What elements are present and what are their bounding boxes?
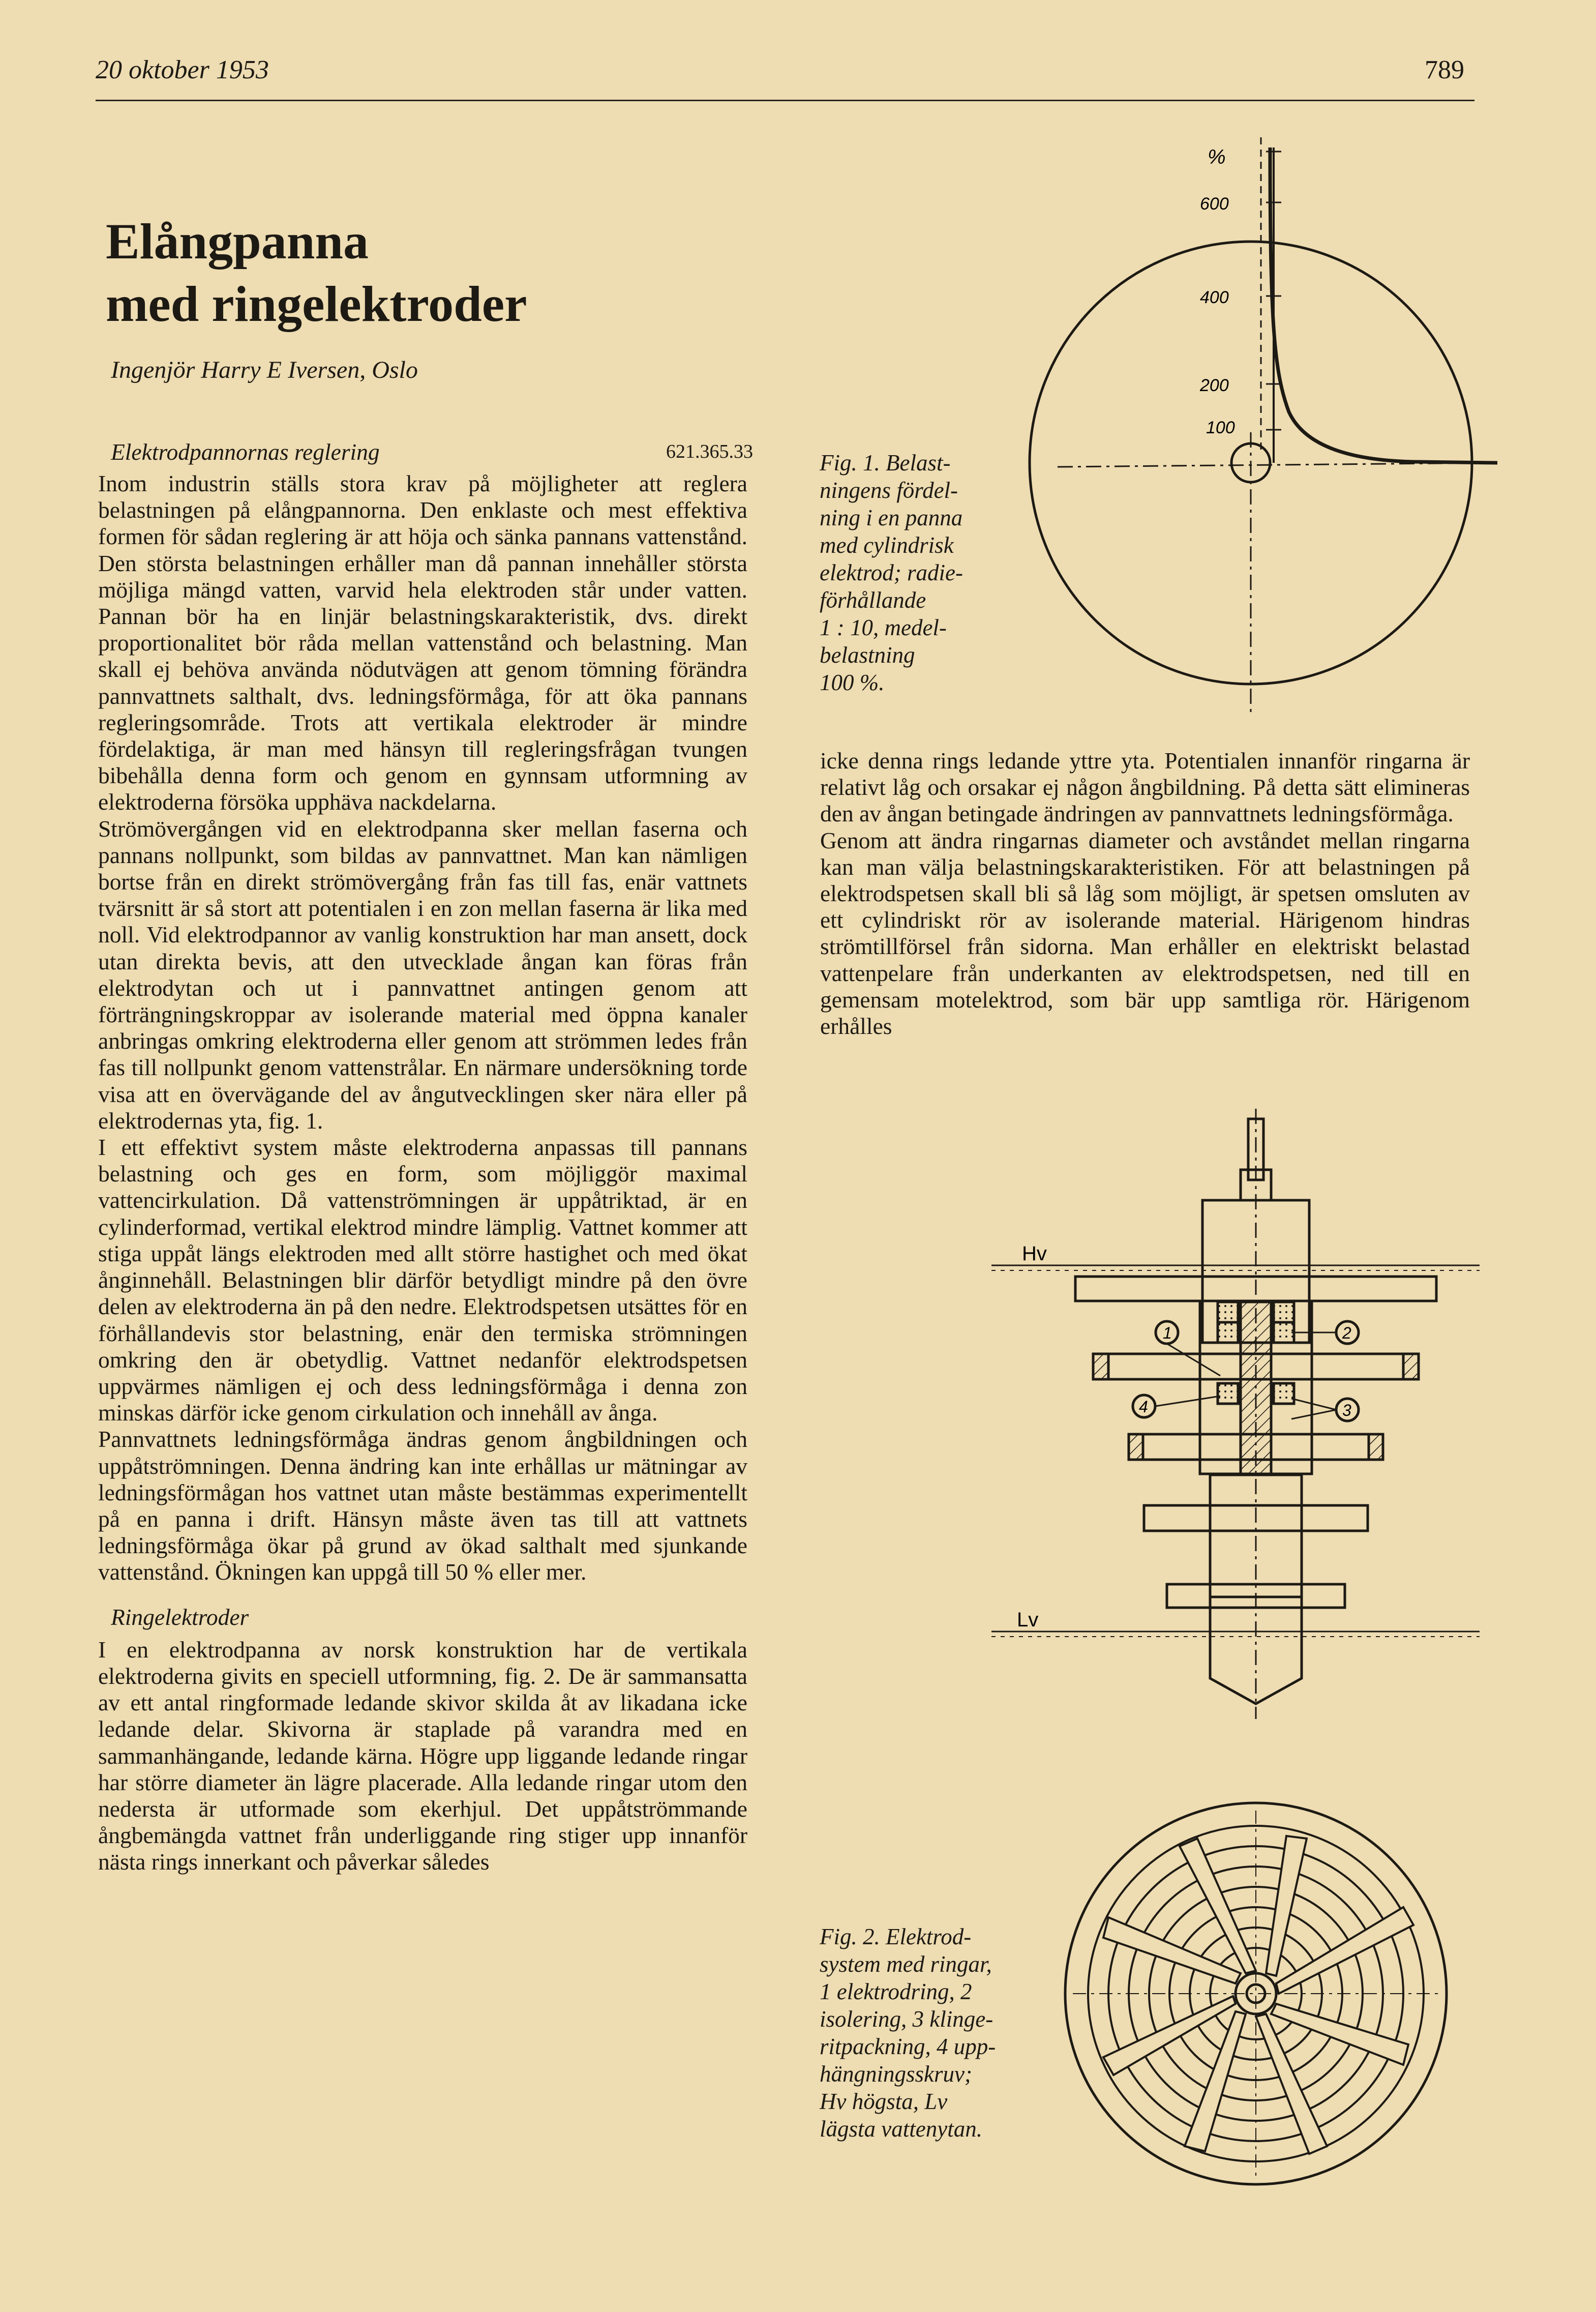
load-distribution-curve — [1270, 147, 1497, 463]
header-rule — [96, 100, 1474, 101]
tick-label-400: 400 — [1200, 288, 1229, 307]
right-column — [820, 748, 1470, 1040]
paragraph: Inom industrin ställs stora krav på möjligheter att reglera belastningen på elångpannorna. Den enklaste och mest effektiva formen för sådan reglering är att höja och sänka pannans vattenstånd. Den största belastningen erhåller man då pannan innehåller största möjliga mängd vatten, varvid hela elektroden står under vatten. Pannan bör ha en linjär belastningskarakteristik, dvs. direkt proportionalitet bör råda mellan vattenstånd och belastning. Man skall ej behöva använda nödutvägen att genom tömning förändra pannvattnets salthalt, dvs. ledningsförmåga, för att öka pannans regleringsområde. Trots att vertikala elektroder är mindre fördelaktiga, är man med hänsyn till regleringsfrågan tvungen bibehålla denna form och genom en gynnsam utformning av elektroderna försöka upphäva nackdelarna. — [98, 470, 747, 815]
classification-number: 621.365.33 — [666, 441, 753, 462]
paragraph: I en elektrodpanna av norsk konstruktion har de vertikala elektroderna givits en speciell utformning, fig. 2. De är sammansatta av ett antal ringformade ledande skivor skilda åt av likadana icke ledande delar. Skivorna är staplade på varandra med en sammanhängande, ledande kärna. Högre upp liggande ledande ringar har större diameter än lägre placerade. Alla ledande ringar utom den nedersta är utformade som ekerhjul. Det uppåtströmmande ångbemängda vattnet från underliggande ring stiger upp innanför nästa rings innerkant och påverkar således — [98, 1636, 747, 1875]
tick-label-600: 600 — [1200, 194, 1229, 214]
figure2-plan — [1052, 1790, 1459, 2197]
article-title-line1: Elångpanna — [106, 213, 369, 270]
low-water-label: Lv — [1017, 1609, 1039, 1631]
paragraph: icke denna rings ledande yttre yta. Potentialen innanför ringarna är relativt låg och orsakar ej någon ångbildning. På detta sätt elimineras den av ångan betingade ändringen av pannvattnets ledningsförmåga. — [820, 748, 1470, 827]
section1-heading: Elektrodpannornas reglering — [111, 439, 380, 465]
paragraph: I ett effektivt system måste elektroderna anpassas till pannans belastning och ges en form, som möjliggör maximal vattencirkulation. Då vattenströmningen är uppåtriktad, är en cylinderformad, vertikal elektrod mindre lämplig. Vattnet kommer att stiga uppåt längs elektroden med allt större hastighet och med ökat ånginnehåll. Belastningen blir därför betydligt mindre på den övre delen av elektroderna än på den nedre. Elektrodspetsen utsättes för en förhållandevis stor belastning, enär den termiska strömningen omkring den är obetydlig. Vattnet nedanför elektrodspetsen uppvärmes nämligen ej och dess ledningsförmåga i denna zon minskas därför icke genom cirkulation och innehåll av ånga. — [98, 1134, 747, 1426]
high-water-label: Hv — [1022, 1242, 1047, 1265]
figure2-elevation — [991, 1109, 1480, 1719]
part-label-4: 4 — [1139, 1398, 1148, 1416]
part-label-1: 1 — [1163, 1324, 1172, 1342]
part-label-3: 3 — [1342, 1401, 1351, 1419]
spoke — [1276, 1907, 1413, 1994]
figure2-caption: Fig. 2. Elektrod- system med ringar, 1 elektrodring, 2 isolering, 3 klinge- ritpackning, 4 upp- hängningsskruv; Hv högsta, Lv lägsta vattenytan. — [820, 1924, 996, 2142]
spoke — [1266, 1836, 1307, 1976]
tick-label-200: 200 — [1200, 376, 1229, 395]
percent-unit: % — [1208, 146, 1226, 168]
figure1-caption: Fig. 1. Belast- ningens fördel- ning i en panna med cylindrisk elektrod; radie- förhållande 1 : 10, medel- belastning 100 %. — [820, 450, 963, 695]
tick-label-100: 100 — [1206, 418, 1235, 437]
page-number: 789 — [1425, 55, 1464, 84]
outer-ring — [1065, 1803, 1447, 2184]
figure1-diagram — [1017, 127, 1505, 712]
section2-heading: Ringelektroder — [111, 1604, 249, 1630]
article-title-line2: med ringelektroder — [106, 276, 527, 332]
left-column — [98, 470, 747, 1876]
paragraph: Strömövergången vid en elektrodpanna sker mellan faserna och pannans nollpunkt, som bildas av pannvattnet. Man kan nämligen bortse från en direkt strömövergång från fas till fas, enär vattnets tvärsnitt är så stort att potentialen i en zon mellan faserna är lika med noll. Vid elektrodpannor av vanlig konstruktion har man ansett, dock utan direkta bevis, att den utvecklade ångan kan föras från elektrodytan och ut i pannvattnet antingen genom att förträngningskroppar av isolerande material med öppna kanaler anbringas omkring elektroderna eller genom att strömmen ledes från fas till nollpunkt genom vattenstrålar. En närmare undersökning torde visa att en övervägande del av ångutvecklingen sker nära eller på elektrodernas yta, fig. 1. — [98, 815, 747, 1134]
paragraph: Genom att ändra ringarnas diameter och avståndet mellan ringarna kan man välja belastningskarakteristiken. För att belastningen på elektrodspetsen skall bli så låg som möjligt, är spetsen omsluten av ett cylindriskt rör av isolerande material. Härigenom hindras strömtillförsel från sidorna. Man erhåller en elektriskt belastad vattenpelare från underkanten av elektrodspetsen, ned till en gemensam motelektrod, som bär upp samtliga rör. Härigenom erhålles — [820, 827, 1470, 1040]
spoke — [1256, 2014, 1327, 2154]
header-date: 20 oktober 1953 — [96, 55, 269, 84]
paragraph: Pannvattnets ledningsförmåga ändras genom ångbildningen och uppåtströmningen. Denna ändring kan inte erhållas ur mätningar av ledningsförmågan hos vattnet utan måste bestämmas experimentellt på en panna i drift. Hänsyn måste även tas till att vattnets ledningsförmåga ökar på grund av ökad salthalt med sjunkande vattenstånd. Ökningen kan uppgå till 50 % eller mer. — [98, 1426, 747, 1585]
article-author: Ingenjör Harry E Iversen, Oslo — [111, 357, 418, 383]
part-label-2: 2 — [1342, 1324, 1351, 1342]
